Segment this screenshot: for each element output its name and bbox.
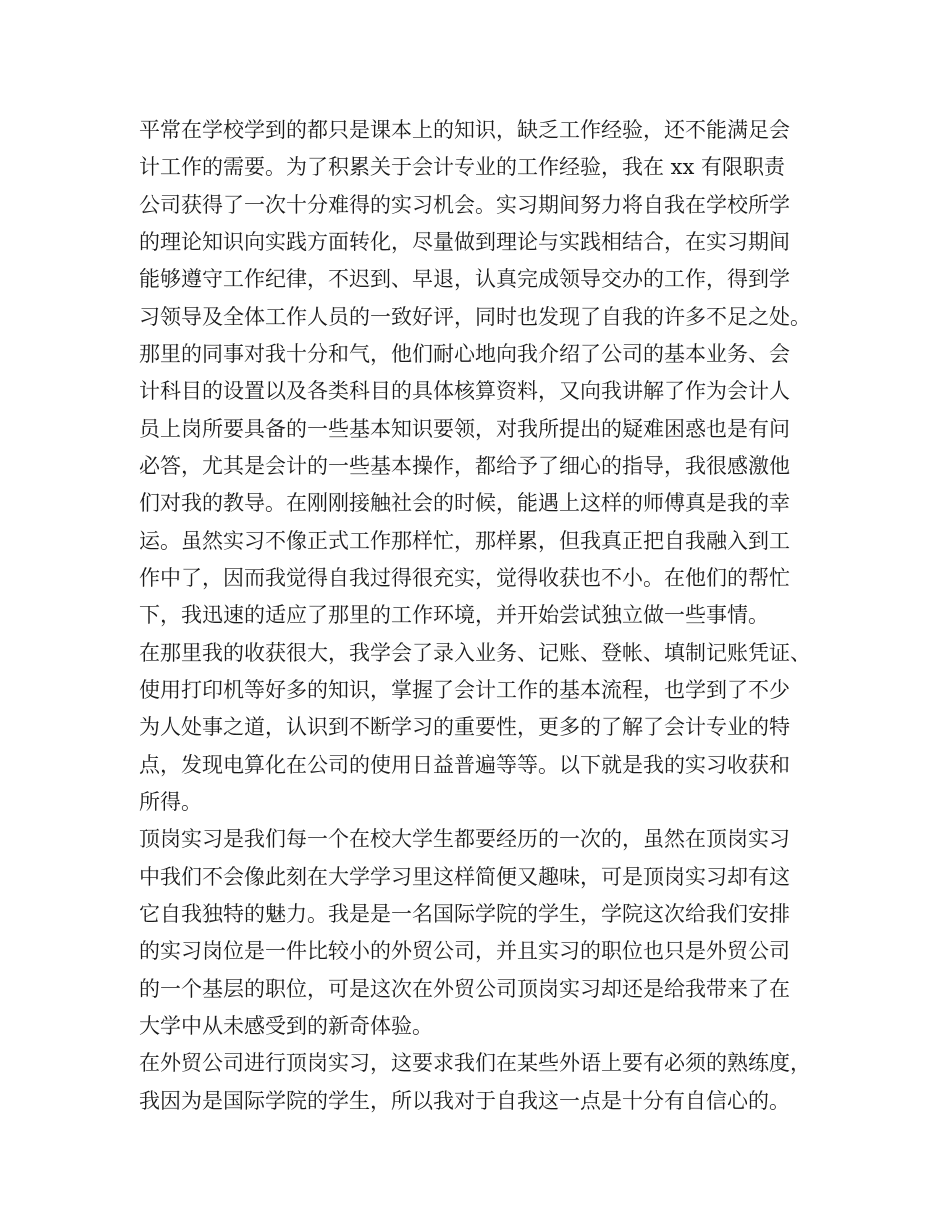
text-line: 作中了，因而我觉得自我过得很充实，觉得收获也不小。在他们的帮忙 (139, 565, 790, 590)
text-line: 在那里我的收获很大，我学会了录入业务、记账、登帐、填制记账凭证、 (139, 640, 811, 665)
body-text (139, 112, 829, 1120)
text-line: 那里的同事对我十分和气，他们耐心地向我介绍了公司的基本业务、会 (139, 341, 790, 366)
text-line: 它自我独特的魅力。我是是一名国际学院的学生，学院这次给我们安排 (139, 901, 790, 926)
text-line: 所得。 (139, 789, 202, 814)
text-line: 平常在学校学到的都只是课本上的知识，缺乏工作经验，还不能满足会 (139, 118, 790, 142)
text-line: 大学中从未感受到的新奇体验。 (139, 1013, 433, 1038)
text-line: 习领导及全体工作人员的一致好评，同时也发现了自我的许多不足之处。 (139, 304, 811, 329)
text-line: 点，发现电算化在公司的使用日益普遍等等。以下就是我的实习收获和 (139, 752, 790, 777)
text-line: 能够遵守工作纪律，不迟到、早退，认真完成领导交办的工作，得到学 (139, 267, 790, 292)
text-line: 公司获得了一次十分难得的实习机会。实习期间努力将自我在学校所学 (139, 192, 790, 217)
text-line: 在外贸公司进行顶岗实习，这要求我们在某些外语上要有必须的熟练度， (139, 1051, 811, 1076)
text-line: 计科目的设置以及各类科目的具体核算资料，又向我讲解了作为会计人 (139, 379, 790, 404)
text-line: 使用打印机等好多的知识，掌握了会计工作的基本流程，也学到了不少 (139, 677, 790, 702)
text-line: 的一个基层的职位，可是这次在外贸公司顶岗实习却还是给我带来了在 (139, 976, 790, 1001)
text-line: 们对我的教导。在刚刚接触社会的时候，能遇上这样的师傅真是我的幸 (139, 491, 790, 516)
text-line: 为人处事之道，认识到不断学习的重要性，更多的了解了会计专业的特 (139, 715, 790, 740)
text-line: 员上岗所要具备的一些基本知识要领，对我所提出的疑难困惑也是有问 (139, 416, 790, 441)
text-line: 必答，尤其是会计的一些基本操作，都给予了细心的指导，我很感激他 (139, 453, 790, 478)
text-line: 的理论知识向实践方面转化，尽量做到理论与实践相结合，在实习期间 (139, 229, 790, 254)
text-line: 运。虽然实习不像正式工作那样忙，那样累，但我真正把自我融入到工 (139, 528, 790, 553)
text-line: 计工作的需要。为了积累关于会计专业的工作经验，我在 xx 有限职责 (139, 155, 786, 180)
text-line: 的实习岗位是一件比较小的外贸公司，并且实习的职位也只是外贸公司 (139, 939, 790, 964)
text-line: 下，我迅速的适应了那里的工作环境，并开始尝试独立做一些事情。 (139, 603, 769, 628)
text-line: 顶岗实习是我们每一个在校大学生都要经历的一次的，虽然在顶岗实习 (139, 827, 790, 852)
text-line: 中我们不会像此刻在大学学习里这样简便又趣味，可是顶岗实习却有这 (139, 864, 790, 889)
text-line: 我因为是国际学院的学生，所以我对于自我这一点是十分有自信心的。 (139, 1088, 790, 1113)
